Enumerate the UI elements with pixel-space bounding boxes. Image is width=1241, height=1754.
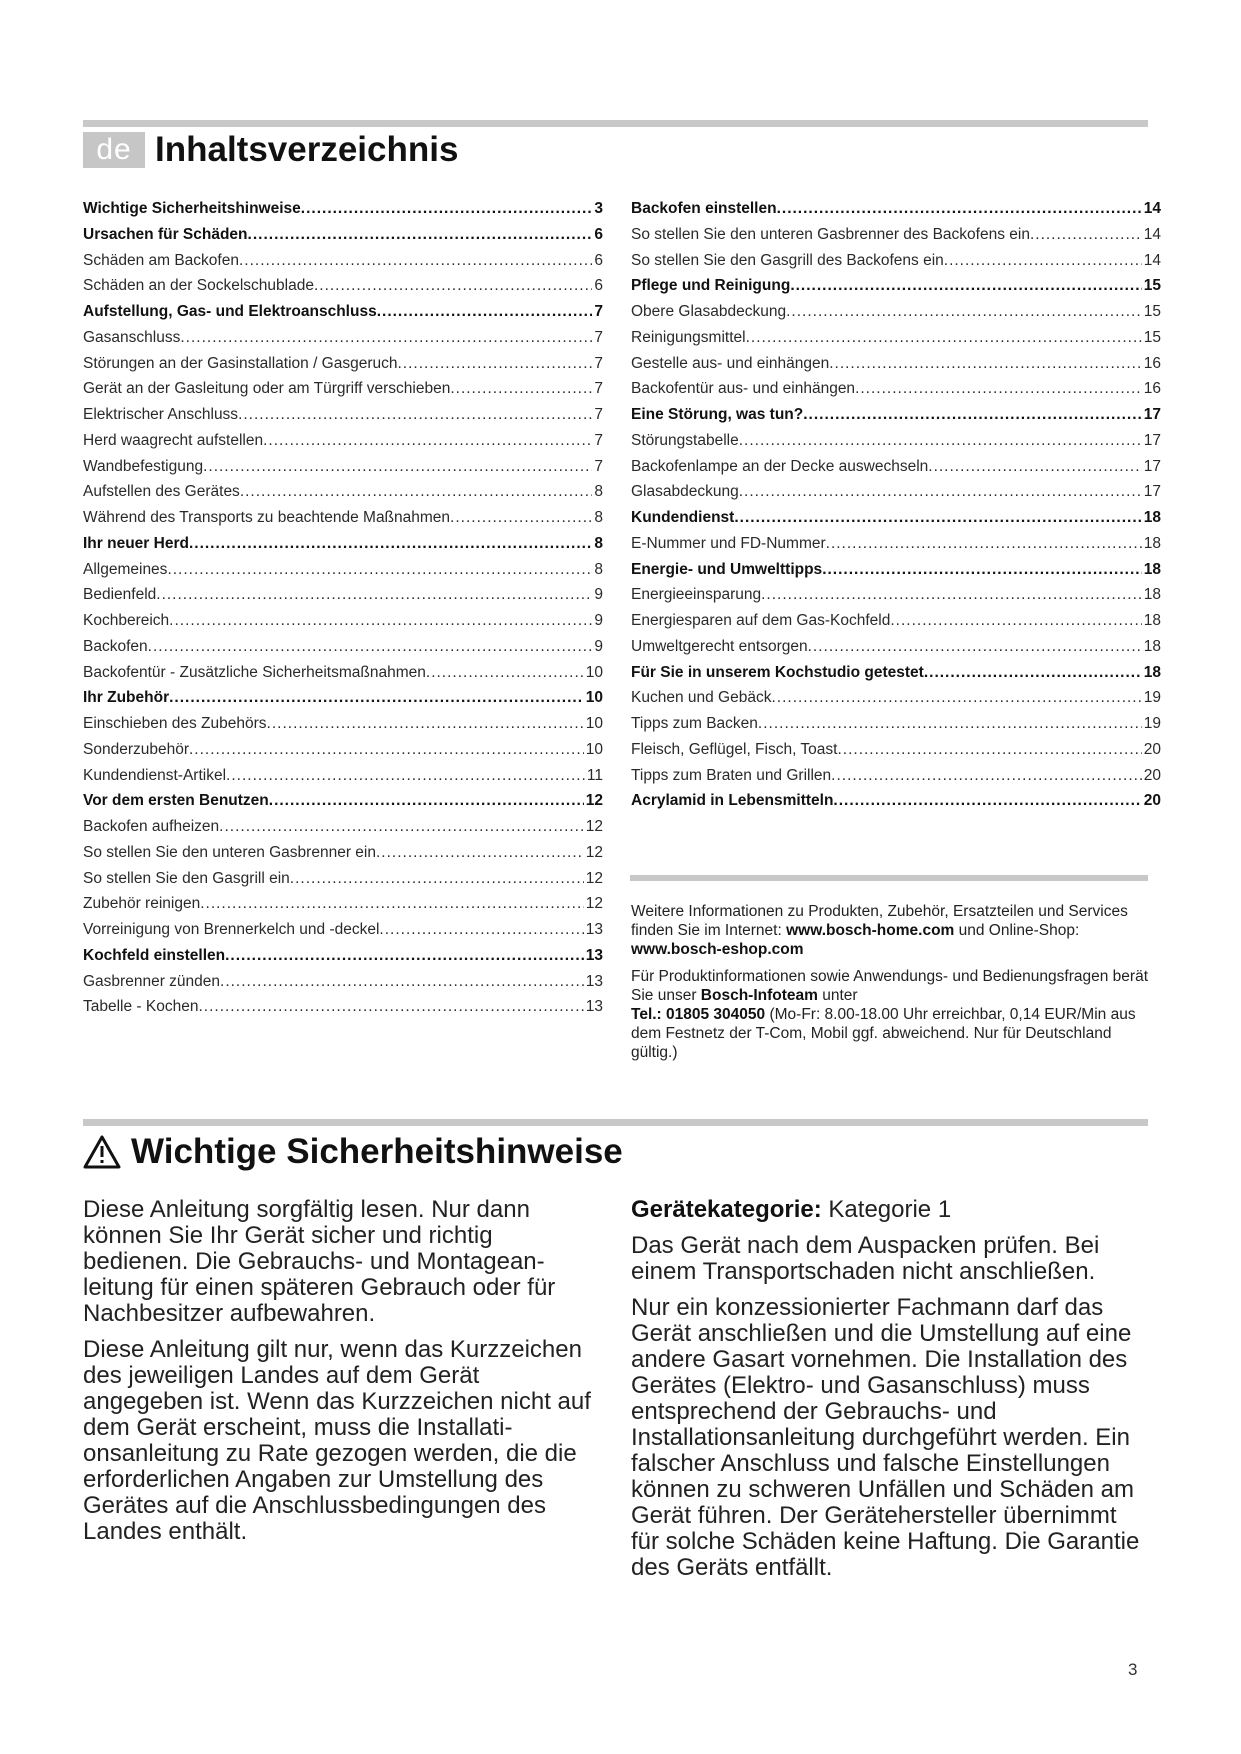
toc-entry[interactable]	[83, 814, 603, 840]
toc-leader-dots	[301, 196, 593, 222]
toc-title: Inhaltsverzeichnis	[155, 130, 459, 169]
toc-entry-title: Reinigungsmittel	[631, 328, 746, 346]
toc-entry-title: Sonderzubehör	[83, 740, 189, 758]
toc-entry[interactable]	[83, 479, 603, 505]
category-label: Gerätekategorie:	[631, 1196, 822, 1223]
page-number: 3	[1128, 1660, 1138, 1679]
toc-entry-page: 13	[585, 972, 603, 990]
toc-entry[interactable]	[83, 402, 603, 428]
toc-leader-dots	[450, 505, 592, 531]
toc-entry[interactable]	[631, 737, 1161, 763]
safety-heading	[83, 1130, 623, 1174]
toc-entry-title: Tabelle - Kochen	[83, 998, 199, 1016]
toc-entry[interactable]	[631, 582, 1161, 608]
toc-leader-dots	[734, 505, 1141, 531]
toc-leader-dots	[238, 402, 592, 428]
toc-entry[interactable]	[631, 454, 1161, 480]
toc-entry-title: Backofentür - Zusätzliche Sicherheitsmaßnahmen	[83, 663, 426, 681]
toc-entry-page: 7	[594, 406, 603, 423]
toc-entry-page: 18	[1143, 612, 1161, 629]
toc-leader-dots	[803, 402, 1142, 428]
toc-entry[interactable]	[631, 222, 1161, 248]
info-text: Für Produktinformationen sowie Anwendungs- und Bedienungsfragen berät Sie unser	[631, 968, 1148, 1004]
info-paragraph-web	[631, 902, 1151, 959]
toc-leader-dots	[379, 917, 583, 943]
toc-leader-dots	[240, 479, 593, 505]
device-category	[631, 1197, 1151, 1223]
toc-entry-page: 8	[594, 509, 603, 526]
toc-leader-dots	[376, 840, 584, 866]
toc-entry[interactable]	[631, 711, 1161, 737]
toc-entry-title: Eine Störung, was tun?	[631, 406, 804, 423]
toc-leader-dots	[269, 788, 584, 814]
toc-entry-title: Kuchen und Gebäck	[631, 689, 772, 707]
toc-leader-dots	[267, 711, 584, 737]
toc-entry-page: 15	[1143, 277, 1161, 295]
toc-entry[interactable]	[631, 608, 1161, 634]
toc-entry-title: Energieeinsparung	[631, 586, 762, 604]
toc-leader-dots	[790, 273, 1141, 299]
toc-entry-title: Schäden an der Sockelschublade	[83, 277, 314, 295]
toc-leader-dots	[203, 454, 592, 480]
info-paragraph-hotline	[631, 967, 1151, 1062]
toc-entry[interactable]	[83, 222, 603, 248]
toc-leader-dots	[831, 763, 1142, 789]
toc-entry-page: 18	[1143, 586, 1161, 604]
toc-leader-dots	[786, 299, 1142, 325]
toc-entry-page: 6	[594, 251, 603, 269]
toc-entry-page: 9	[594, 586, 603, 604]
toc-entry-title: Vorreinigung von Brennerkelch und -deckel	[83, 921, 380, 938]
toc-entry[interactable]	[83, 685, 603, 711]
toc-entry-title: Gestelle aus- und einhängen	[631, 354, 830, 372]
toc-entry-page: 17	[1143, 457, 1161, 475]
toc-entry[interactable]	[83, 351, 603, 377]
toc-entry[interactable]	[83, 634, 603, 660]
toc-entry-title: Energiesparen auf dem Gas-Kochfeld	[631, 612, 891, 629]
toc-entry-page: 18	[1143, 637, 1161, 655]
toc-entry-page: 10	[585, 740, 603, 758]
toc-entry-title: Vor dem ersten Benutzen	[83, 792, 269, 810]
toc-entry-title: Herd waagrecht aufstellen	[83, 431, 264, 449]
toc-entry[interactable]	[631, 479, 1161, 505]
toc-entry[interactable]	[83, 582, 603, 608]
toc-leader-dots	[450, 376, 592, 402]
toc-entry[interactable]	[83, 737, 603, 763]
toc-leader-dots	[739, 428, 1142, 454]
toc-entry-page: 9	[594, 612, 603, 629]
toc-leader-dots	[1030, 222, 1142, 248]
toc-leader-dots	[944, 248, 1142, 274]
toc-entry-page: 18	[1143, 663, 1161, 681]
toc-entry[interactable]	[631, 351, 1161, 377]
toc-entry-page: 16	[1143, 354, 1161, 372]
info-text: (Mo-Fr: 8.00-18.00 Uhr erreichbar, 0,14 EUR/Min aus dem Festnetz der T-Com, Mobil ggf. abweichend. Nur für Deutschland gültig.)	[631, 1006, 1136, 1061]
toc-entry[interactable]	[83, 376, 603, 402]
toc-leader-dots	[239, 248, 592, 274]
toc-entry-page: 6	[594, 225, 603, 243]
toc-entry[interactable]	[83, 917, 603, 943]
toc-entry[interactable]	[83, 196, 603, 222]
toc-entry-page: 7	[594, 328, 603, 346]
toc-entry-page: 7	[594, 431, 603, 449]
toc-entry-title: Schäden am Backofen	[83, 251, 239, 269]
toc-entry-title: Allgemeines	[83, 560, 168, 578]
info-box	[631, 902, 1151, 1070]
info-divider	[630, 875, 1148, 881]
toc-left-column	[83, 196, 603, 1020]
toc-entry-title: Energie- und Umwelttipps	[631, 560, 823, 578]
toc-entry-title: Acrylamid in Lebensmitteln	[631, 792, 834, 810]
toc-entry-page: 15	[1143, 328, 1161, 346]
toc-entry-title: Backofen	[83, 637, 148, 655]
toc-entry-page: 7	[594, 380, 603, 398]
toc-entry[interactable]	[83, 891, 603, 917]
toc-leader-dots	[200, 891, 584, 917]
toc-entry-title: Umweltgerecht entsorgen	[631, 637, 808, 655]
toc-entry-page: 13	[585, 921, 603, 938]
toc-leader-dots	[290, 866, 584, 892]
toc-entry-title: Wichtige Sicherheitshinweise	[83, 200, 301, 217]
toc-entry[interactable]	[631, 428, 1161, 454]
toc-entry[interactable]	[631, 273, 1161, 299]
toc-entry-title: Backofentür aus- und einhängen	[631, 380, 856, 398]
toc-entry-page: 14	[1143, 200, 1161, 217]
toc-entry-title: Zubehör reinigen	[83, 895, 201, 913]
toc-entry-page: 12	[585, 869, 603, 887]
toc-entry[interactable]	[83, 325, 603, 351]
toc-entry[interactable]	[631, 376, 1161, 402]
toc-leader-dots	[220, 969, 584, 995]
toc-entry-page: 7	[594, 457, 603, 475]
toc-leader-dots	[167, 557, 592, 583]
toc-entry[interactable]	[83, 505, 603, 531]
toc-entry[interactable]	[83, 969, 603, 995]
link-bosch-eshop[interactable]: www.bosch-eshop.com	[631, 941, 804, 958]
safety-title: Wichtige Sicherheitshinweise	[131, 1132, 623, 1171]
toc-entry-page: 18	[1143, 509, 1161, 526]
toc-entry-title: Tipps zum Backen	[631, 715, 758, 732]
toc-leader-dots	[225, 943, 584, 969]
toc-leader-dots	[758, 711, 1142, 737]
toc-leader-dots	[148, 634, 593, 660]
info-text: unter	[817, 987, 858, 1004]
toc-leader-dots	[156, 582, 592, 608]
toc-leader-dots	[833, 788, 1141, 814]
toc-leader-dots	[777, 196, 1142, 222]
toc-entry[interactable]	[83, 788, 603, 814]
hotline-phone: Tel.: 01805 304050	[631, 1006, 766, 1023]
toc-entry-page: 9	[594, 637, 603, 655]
safety-right-column	[631, 1197, 1151, 1591]
toc-leader-dots	[746, 325, 1142, 351]
toc-leader-dots	[219, 814, 584, 840]
toc-entry[interactable]	[83, 994, 603, 1020]
toc-entry[interactable]	[83, 763, 603, 789]
toc-entry-page: 14	[1143, 251, 1161, 269]
toc-entry-page: 18	[1143, 534, 1161, 552]
toc-entry-page: 8	[594, 483, 603, 501]
info-text: und Online-Shop:	[954, 922, 1080, 939]
toc-entry[interactable]	[631, 557, 1161, 583]
safety-left-column	[83, 1197, 603, 1555]
toc-entry-title: Glasabdeckung	[631, 483, 739, 501]
toc-entry-title: Ursachen für Schäden	[83, 225, 248, 243]
warning-triangle-icon	[83, 1135, 121, 1169]
toc-entry-page: 7	[594, 354, 603, 372]
toc-entry[interactable]	[631, 763, 1161, 789]
toc-entry-page: 17	[1143, 406, 1161, 423]
toc-entry[interactable]	[631, 325, 1161, 351]
toc-entry-title: So stellen Sie den Gasgrill des Backofens ein	[631, 251, 944, 269]
toc-entry-page: 10	[585, 663, 603, 681]
toc-leader-dots	[189, 737, 584, 763]
toc-entry[interactable]	[83, 531, 603, 557]
toc-entry-title: So stellen Sie den Gasgrill ein	[83, 869, 290, 887]
toc-entry[interactable]	[631, 788, 1161, 814]
toc-entry-title: Wandbefestigung	[83, 457, 204, 475]
toc-entry-page: 19	[1143, 715, 1161, 732]
toc-leader-dots	[928, 454, 1141, 480]
toc-entry[interactable]	[83, 608, 603, 634]
safety-paragraph: Nur ein konzessionierter Fachmann darf das Gerät anschließen und die Umstellung auf eine andere Gasart vornehmen. Die Installation des Gerätes (Elektro- und Gasanschluss) muss entsprechend der Gebrauchs- und Installationsanleitung durchgeführt werden. Ein falscher Anschluss und falsche Einstellungen können zu schweren Unfällen und Schäden am Gerät führen. Der Gerätehersteller übernimmt für solche Schäden keine Haftung. Die Garantie des Geräts entfällt.	[631, 1294, 1140, 1581]
safety-paragraph: Diese Anleitung sorgfältig lesen. Nur dann können Sie Ihr Gerät sicher und richtig bedienen. Die Gebrauchs- und Montageanleitung für einen späteren Gebrauch oder für Nachbesitzer aufbewahren.	[83, 1196, 556, 1327]
toc-entry-page: 15	[1143, 303, 1161, 320]
toc-entry-page: 13	[585, 998, 603, 1016]
safety-paragraph: Diese Anleitung gilt nur, wenn das Kurzzeichen des jeweiligen Landes auf dem Gerät angegeben ist. Wenn das Kurzzeichen nicht auf dem Gerät erscheint, muss die Installationsanleitung zu Rate gezogen werden, die die erforderlichen Angaben zur Umstellung des Gerätes auf die Anschlussbedingungen des Landes enthält.	[83, 1336, 591, 1545]
toc-leader-dots	[808, 634, 1142, 660]
toc-entry-page: 12	[585, 895, 603, 913]
toc-leader-dots	[837, 737, 1141, 763]
infoteam-name: Bosch-Infoteam	[700, 987, 818, 1004]
toc-leader-dots	[189, 531, 592, 557]
top-divider	[83, 120, 1148, 127]
toc-leader-dots	[398, 351, 593, 377]
toc-leader-dots	[248, 222, 593, 248]
toc-entry-title: Fleisch, Geflügel, Fisch, Toast	[631, 740, 838, 758]
toc-entry-page: 10	[585, 689, 603, 707]
category-value: Kategorie 1	[821, 1196, 952, 1223]
toc-entry-title: Ihr Zubehör	[83, 689, 170, 707]
toc-entry-page: 17	[1143, 483, 1161, 501]
toc-entry[interactable]	[83, 660, 603, 686]
toc-entry-title: Einschieben des Zubehörs	[83, 715, 267, 732]
toc-entry-page: 20	[1143, 740, 1161, 758]
toc-entry-page: 12	[585, 818, 603, 835]
language-tag: de	[83, 132, 145, 168]
toc-entry-title: Störungstabelle	[631, 431, 739, 449]
toc-entry[interactable]	[631, 660, 1161, 686]
toc-entry-page: 20	[1143, 792, 1161, 810]
toc-entry-title: So stellen Sie den unteren Gasbrenner ein	[83, 843, 376, 861]
toc-leader-dots	[169, 685, 584, 711]
toc-entry-title: Elektrischer Anschluss	[83, 406, 239, 423]
toc-entry-page: 17	[1143, 431, 1161, 449]
toc-leader-dots	[890, 608, 1141, 634]
toc-entry[interactable]	[631, 402, 1161, 428]
toc-leader-dots	[198, 994, 583, 1020]
toc-leader-dots	[761, 582, 1142, 608]
toc-leader-dots	[377, 299, 593, 325]
toc-entry-title: Tipps zum Braten und Grillen	[631, 766, 832, 784]
toc-entry-title: Gasbrenner zünden	[83, 972, 221, 990]
toc-entry-title: So stellen Sie den unteren Gasbrenner des Backofens ein	[631, 225, 1030, 243]
info-text: Weitere Informationen zu Produkten, Zubehör, Ersatzteilen und Services finden Sie im Internet:	[631, 903, 1128, 939]
toc-leader-dots	[822, 557, 1142, 583]
toc-leader-dots	[829, 351, 1142, 377]
toc-entry-page: 12	[585, 843, 603, 861]
toc-entry[interactable]	[631, 505, 1161, 531]
toc-leader-dots	[924, 660, 1142, 686]
link-bosch-home[interactable]: www.bosch-home.com	[786, 922, 955, 939]
toc-entry-page: 12	[585, 792, 603, 810]
toc-leader-dots	[739, 479, 1142, 505]
toc-entry-page: 11	[586, 766, 603, 784]
toc-entry-title: Gasanschluss	[83, 328, 181, 346]
toc-right-column	[631, 196, 1161, 814]
toc-entry-page: 13	[585, 946, 603, 964]
toc-entry[interactable]	[83, 840, 603, 866]
toc-entry-title: Für Sie in unserem Kochstudio getestet	[631, 663, 924, 681]
toc-entry-title: Gerät an der Gasleitung oder am Türgriff verschieben	[83, 380, 451, 398]
toc-entry-title: Aufstellung, Gas- und Elektroanschluss	[83, 303, 377, 320]
toc-entry-page: 18	[1143, 560, 1161, 578]
toc-entry-title: Aufstellen des Gerätes	[83, 483, 240, 501]
toc-entry[interactable]	[631, 531, 1161, 557]
toc-entry-page: 19	[1143, 689, 1161, 707]
toc-entry-title: E-Nummer und FD-Nummer	[631, 534, 826, 552]
toc-entry[interactable]	[631, 685, 1161, 711]
toc-entry-page: 10	[585, 715, 603, 732]
toc-entry-page: 6	[594, 277, 603, 295]
toc-leader-dots	[263, 428, 592, 454]
toc-leader-dots	[771, 685, 1141, 711]
toc-entry-page: 8	[594, 560, 603, 578]
toc-entry[interactable]	[631, 299, 1161, 325]
toc-entry[interactable]	[83, 428, 603, 454]
toc-entry-title: Ihr neuer Herd	[83, 534, 189, 552]
toc-entry[interactable]	[83, 711, 603, 737]
toc-entry[interactable]	[83, 454, 603, 480]
section-divider	[83, 1119, 1148, 1126]
toc-entry-page: 16	[1143, 380, 1161, 398]
toc-entry-page: 3	[594, 200, 603, 217]
safety-paragraph: Das Gerät nach dem Auspacken prüfen. Bei einem Transportschaden nicht anschließen.	[631, 1232, 1100, 1285]
toc-entry[interactable]	[83, 273, 603, 299]
toc-entry-title: Obere Glasabdeckung	[631, 303, 787, 320]
toc-leader-dots	[855, 376, 1142, 402]
toc-entry-title: Störungen an der Gasinstallation / Gasgeruch	[83, 354, 398, 372]
toc-entry-title: Bedienfeld	[83, 586, 157, 604]
toc-entry[interactable]	[83, 248, 603, 274]
toc-entry[interactable]	[83, 866, 603, 892]
toc-entry-title: Kochfeld einstellen	[83, 946, 226, 964]
toc-entry-page: 14	[1143, 225, 1161, 243]
toc-leader-dots	[314, 273, 592, 299]
toc-entry-title: Kundendienst	[631, 509, 735, 526]
toc-entry[interactable]	[83, 299, 603, 325]
toc-leader-dots	[180, 325, 592, 351]
toc-leader-dots	[426, 660, 584, 686]
toc-entry-page: 8	[594, 534, 603, 552]
toc-leader-dots	[826, 531, 1142, 557]
toc-entry-title: Backofen aufheizen	[83, 818, 220, 835]
toc-entry-title: Pflege und Reinigung	[631, 277, 791, 295]
toc-entry[interactable]	[631, 248, 1161, 274]
toc-entry[interactable]	[83, 943, 603, 969]
toc-entry[interactable]	[83, 557, 603, 583]
toc-entry-title: Backofen einstellen	[631, 200, 777, 217]
toc-entry-title: Während des Transports zu beachtende Maßnahmen	[83, 509, 451, 526]
toc-entry-page: 7	[594, 303, 603, 320]
toc-leader-dots	[226, 763, 585, 789]
toc-entry[interactable]	[631, 196, 1161, 222]
toc-leader-dots	[169, 608, 592, 634]
toc-entry-page: 20	[1143, 766, 1161, 784]
toc-entry[interactable]	[631, 634, 1161, 660]
toc-entry-title: Kundendienst-Artikel	[83, 766, 227, 784]
toc-entry-title: Kochbereich	[83, 612, 170, 629]
toc-entry-title: Backofenlampe an der Decke auswechseln	[631, 457, 929, 475]
